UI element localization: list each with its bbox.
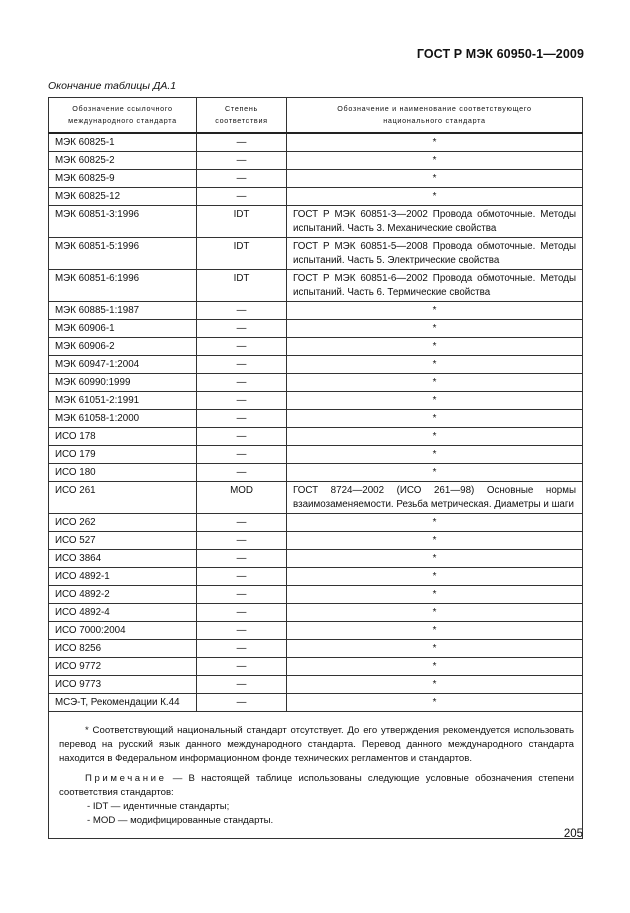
page-number: 205 — [563, 828, 583, 840]
table-row — [49, 133, 583, 152]
national-standard-cell: * — [287, 410, 583, 428]
grade-cell: — — [197, 604, 287, 622]
table-row — [49, 374, 583, 392]
national-standard-cell: ГОСТ 8724—2002 (ИСО 261—98) Основные нормы взаимозаменяемости. Резьба метрическая. Диаметры и шаги — [287, 482, 583, 514]
national-standard-cell: * — [287, 658, 583, 676]
grade-cell: — — [197, 586, 287, 604]
grade-cell: — — [197, 392, 287, 410]
grade-cell: — — [197, 658, 287, 676]
reference-cell: МЭК 60851-6:1996 — [49, 270, 197, 302]
national-standard-cell: ГОСТ Р МЭК 60851-5—2008 Провода обмоточные. Методы испытаний. Часть 5. Электрические свойства — [287, 238, 583, 270]
document-header: ГОСТ Р МЭК 60950-1—2009 — [416, 47, 584, 61]
grade-cell: — — [197, 356, 287, 374]
table-row — [49, 410, 583, 428]
grade-cell: — — [197, 410, 287, 428]
column-header-grade: Степень соответствия — [197, 98, 287, 134]
national-standard-cell: * — [287, 640, 583, 658]
national-standard-cell: * — [287, 694, 583, 712]
table-header-row — [49, 98, 583, 134]
table-row — [49, 270, 583, 302]
reference-cell: МЭК 60825-12 — [49, 188, 197, 206]
national-standard-cell: * — [287, 428, 583, 446]
reference-cell: МЭК 61051-2:1991 — [49, 392, 197, 410]
reference-cell: МЭК 60947-1:2004 — [49, 356, 197, 374]
grade-cell: — — [197, 446, 287, 464]
reference-cell: ИСО 262 — [49, 514, 197, 532]
grade-cell: — — [197, 133, 287, 152]
national-standard-cell: * — [287, 676, 583, 694]
reference-cell: ИСО 9773 — [49, 676, 197, 694]
reference-cell: ИСО 4892-4 — [49, 604, 197, 622]
table-caption: Окончание таблицы ДА.1 — [48, 80, 177, 92]
grade-cell: — — [197, 320, 287, 338]
grade-cell: MOD — [197, 482, 287, 514]
table-row — [49, 446, 583, 464]
table-row — [49, 694, 583, 712]
national-standard-cell: ГОСТ Р МЭК 60851-3—2002 Провода обмоточные. Методы испытаний. Часть 3. Механические свойства — [287, 206, 583, 238]
grade-cell: — — [197, 622, 287, 640]
note-item-mod: - MOD — модифицированные стандарты. — [87, 815, 274, 826]
table-row — [49, 676, 583, 694]
table-row — [49, 338, 583, 356]
table-row — [49, 550, 583, 568]
table-row — [49, 640, 583, 658]
national-standard-cell: * — [287, 188, 583, 206]
reference-cell: МЭК 60851-5:1996 — [49, 238, 197, 270]
column-header-reference: Обозначение ссылочного международного стандарта — [49, 98, 197, 134]
table-row — [49, 206, 583, 238]
table-row — [49, 464, 583, 482]
grade-cell: — — [197, 464, 287, 482]
national-standard-cell: * — [287, 446, 583, 464]
national-standard-cell: * — [287, 338, 583, 356]
reference-cell: МЭК 60906-1 — [49, 320, 197, 338]
reference-cell: ИСО 9772 — [49, 658, 197, 676]
reference-cell: ИСО 7000:2004 — [49, 622, 197, 640]
national-standard-cell: * — [287, 550, 583, 568]
grade-cell: — — [197, 302, 287, 320]
grade-cell: — — [197, 188, 287, 206]
national-standard-cell: * — [287, 532, 583, 550]
note-item-idt: - IDT — идентичные стандарты; — [87, 801, 230, 812]
note-label: Примечание — [85, 773, 167, 784]
grade-cell: — — [197, 568, 287, 586]
table-row — [49, 170, 583, 188]
grade-cell: — — [197, 152, 287, 170]
national-standard-cell: * — [287, 302, 583, 320]
grade-cell: — — [197, 676, 287, 694]
national-standard-cell: * — [287, 604, 583, 622]
reference-cell: МЭК 60906-2 — [49, 338, 197, 356]
reference-cell: МЭК 60885-1:1987 — [49, 302, 197, 320]
reference-cell: МЭК 60825-2 — [49, 152, 197, 170]
reference-cell: ИСО 178 — [49, 428, 197, 446]
grade-cell: — — [197, 428, 287, 446]
grade-cell: — — [197, 514, 287, 532]
table-row — [49, 188, 583, 206]
table-row — [49, 428, 583, 446]
reference-cell: ИСО 4892-2 — [49, 586, 197, 604]
table-row — [49, 152, 583, 170]
national-standard-cell: ГОСТ Р МЭК 60851-6—2002 Провода обмоточные. Методы испытаний. Часть 6. Термические свойства — [287, 270, 583, 302]
footnote: * Соответствующий национальный стандарт отсутствует. До его утверждения рекомендуется использовать перевод на русский язык данного международного стандарта. Перевод данного международного стандарта находится в Федеральном информационном фонде технических регламентов и стандартов. — [59, 725, 574, 764]
reference-cell: МЭК 60825-9 — [49, 170, 197, 188]
reference-cell: ИСО 180 — [49, 464, 197, 482]
table-row — [49, 568, 583, 586]
grade-cell: — — [197, 532, 287, 550]
grade-cell: — — [197, 694, 287, 712]
reference-cell: МЭК 60825-1 — [49, 133, 197, 152]
grade-cell: — — [197, 338, 287, 356]
national-standard-cell: * — [287, 320, 583, 338]
grade-cell: — — [197, 170, 287, 188]
grade-cell: IDT — [197, 238, 287, 270]
note-text: — В настоящей таблице использованы следующие условные обозначения степени соответствия стандартов: — [59, 773, 574, 798]
table-row — [49, 514, 583, 532]
national-standard-cell: * — [287, 622, 583, 640]
reference-cell: ИСО 4892-1 — [49, 568, 197, 586]
table-row — [49, 586, 583, 604]
national-standard-cell: * — [287, 133, 583, 152]
grade-cell: IDT — [197, 270, 287, 302]
grade-cell: — — [197, 640, 287, 658]
table-row — [49, 482, 583, 514]
note-paragraph — [59, 772, 574, 800]
reference-cell: МСЭ-Т, Рекомендации К.44 — [49, 694, 197, 712]
national-standard-cell: * — [287, 374, 583, 392]
national-standard-cell: * — [287, 392, 583, 410]
reference-cell: ИСО 527 — [49, 532, 197, 550]
table-row — [49, 392, 583, 410]
grade-cell: — — [197, 550, 287, 568]
national-standard-cell: * — [287, 514, 583, 532]
table-row — [49, 604, 583, 622]
reference-cell: ИСО 3864 — [49, 550, 197, 568]
correspondence-table — [48, 97, 583, 839]
notes-cell — [49, 712, 583, 839]
national-standard-cell: * — [287, 586, 583, 604]
reference-cell: МЭК 60851-3:1996 — [49, 206, 197, 238]
table-row — [49, 320, 583, 338]
national-standard-cell: * — [287, 356, 583, 374]
reference-cell: ИСО 179 — [49, 446, 197, 464]
notes-row — [49, 712, 583, 839]
national-standard-cell: * — [287, 464, 583, 482]
grade-cell: — — [197, 374, 287, 392]
column-header-national: Обозначение и наименование соответствующего национального стандарта — [287, 98, 583, 134]
table-row — [49, 302, 583, 320]
reference-cell: МЭК 60990:1999 — [49, 374, 197, 392]
reference-cell: ИСО 261 — [49, 482, 197, 514]
national-standard-cell: * — [287, 152, 583, 170]
national-standard-cell: * — [287, 568, 583, 586]
table-row — [49, 658, 583, 676]
table-row — [49, 532, 583, 550]
table-row — [49, 238, 583, 270]
national-standard-cell: * — [287, 170, 583, 188]
table-row — [49, 622, 583, 640]
grade-cell: IDT — [197, 206, 287, 238]
reference-cell: ИСО 8256 — [49, 640, 197, 658]
table-row — [49, 356, 583, 374]
reference-cell: МЭК 61058-1:2000 — [49, 410, 197, 428]
